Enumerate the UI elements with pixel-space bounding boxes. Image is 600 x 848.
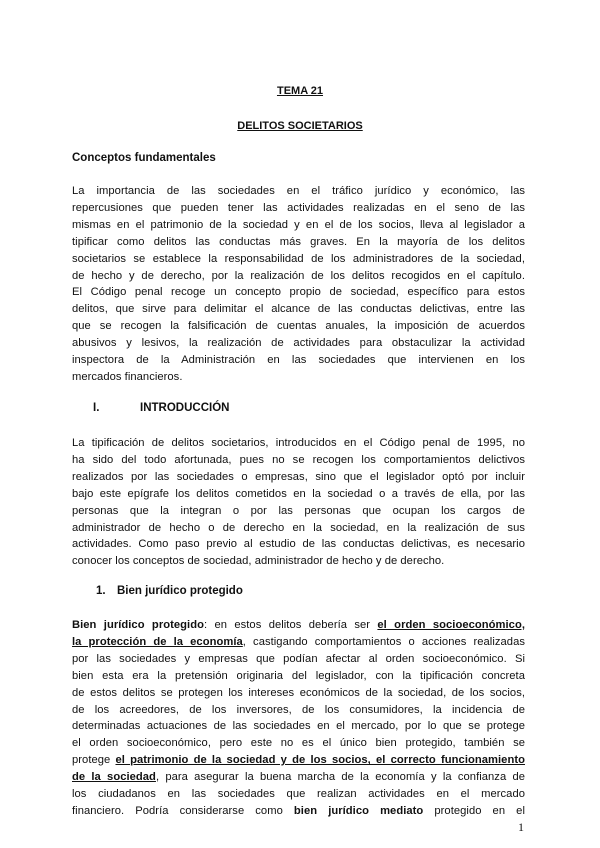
text-line: de hecho y de derecho, por la realización de los delitos recogidos en el capítulo. — [72, 269, 525, 282]
subsection-title: Bien jurídico protegido — [117, 585, 243, 597]
text-run: protegido en el — [423, 804, 525, 817]
text-line: repercusiones que pueden tener las actividades realizadas en el seno de las — [72, 201, 525, 214]
text-line: inspectora de la Administración en las sociedades que intervienen en los — [72, 354, 525, 367]
text-line: que se recogen la falsificación de cuentas anuales, la imposición de acuerdos — [72, 320, 525, 333]
text-line: conocer los conceptos de sociedad, administrador de hecho y de derecho. — [72, 555, 445, 568]
text-line: El Código penal recoge un concepto propio de sociedad, específico para estos — [72, 286, 525, 299]
bold-term: Bien jurídico protegido — [72, 619, 204, 631]
text-line: abusivos y lesivos, la realización de actividades para obstaculizar la actividad — [72, 337, 525, 350]
text-line: mismas en el patrimonio de la sociedad y en el de los socios, lleva al legislador a — [72, 218, 525, 231]
text-line: La importancia de las sociedades en el tráfico jurídico y económico, las — [72, 185, 525, 197]
chapter-title: INTRODUCCIÓN — [140, 402, 230, 414]
emphasis-underline: el patrimonio de la sociedad y de los socios, el correcto funcionamiento — [115, 754, 525, 767]
text-line: el orden socioeconómico, pero este no es el único bien protegido, también se — [72, 737, 525, 750]
text-line: de estos delitos se protegen los intereses económicos de la sociedad, de los socios, — [72, 686, 525, 699]
text-line: determinadas actuaciones de las sociedades en el mercado, por lo que se protege — [72, 720, 525, 733]
text-line: personas que la integran o por las personas que ocupan los cargos de — [72, 504, 525, 517]
text-line: mercados financieros. — [72, 370, 183, 383]
text-line: bien esta era la pretensión originaria del legislador, con la tipificación concreta — [72, 669, 525, 682]
emphasis-underline: el orden socioeconómico, — [377, 619, 525, 631]
emphasis-underline: la protección de la economía — [72, 635, 243, 648]
bien-paragraph — [72, 617, 525, 820]
text-run: , castigando comportamientos o acciones realizadas — [242, 635, 525, 648]
text-line: actividades. Como paso previo al estudio de las conductas delictivas, es necesario — [72, 538, 525, 551]
text-line: ha sido del todo afortunada, pues no se recogen los comportamientos delictivos — [72, 453, 525, 466]
text-line: administrador de hecho o de derecho en la sociedad, en la realización de sus — [72, 521, 525, 534]
chapter-paragraph — [72, 435, 525, 570]
section-heading: Conceptos fundamentales — [72, 152, 216, 164]
page-number: 1 — [518, 820, 524, 834]
intro-paragraph — [72, 183, 525, 386]
text-line — [72, 803, 525, 820]
text-line: por las sociedades y empresas que podían afectar al orden socioeconómico. Si — [72, 652, 525, 665]
page-subtitle: DELITOS SOCIETARIOS — [237, 120, 363, 132]
bold-term: bien jurídico mediato — [293, 804, 424, 817]
text-line: La tipificación de delitos societarios, introducidos en el Código penal de 1995, no — [72, 437, 525, 449]
text-line — [72, 769, 525, 786]
text-line — [72, 634, 525, 651]
text-line: los ciudadanos en las sociedades que realizan actividades en el mercado — [72, 788, 525, 801]
text-line: delitos, que sirve para delimitar el alcance de las conductas delictivas, entre las — [72, 303, 525, 316]
text-run: : en estos delitos debería ser — [203, 619, 378, 631]
text-line: de los acreedores, de los inversores, de los consumidores, la incidencia de — [72, 703, 525, 716]
text-line: tipificar como delitos las conductas más graves. En la mayoría de los delitos — [72, 235, 525, 248]
text-run: financiero. Podría considerarse como — [72, 804, 294, 817]
text-run: protege — [72, 754, 116, 767]
text-line: realizados por las sociedades o empresas, sino que el legislador optó por incluir — [72, 470, 525, 483]
subsection-number: 1. — [96, 585, 106, 597]
text-line: societarios se establece la responsabilidad de los administradores de la sociedad, — [72, 252, 525, 265]
text-line — [72, 752, 525, 769]
text-line: bajo este epígrafe los delitos cometidos en la sociedad o a través de ella, por las — [72, 487, 525, 500]
page-title: TEMA 21 — [276, 85, 324, 97]
chapter-number: I. — [93, 402, 100, 414]
text-line — [72, 617, 525, 634]
text-run: , para asegurar la buena marcha de la economía y la confianza de — [155, 771, 525, 784]
emphasis-underline: de la sociedad — [72, 771, 156, 784]
